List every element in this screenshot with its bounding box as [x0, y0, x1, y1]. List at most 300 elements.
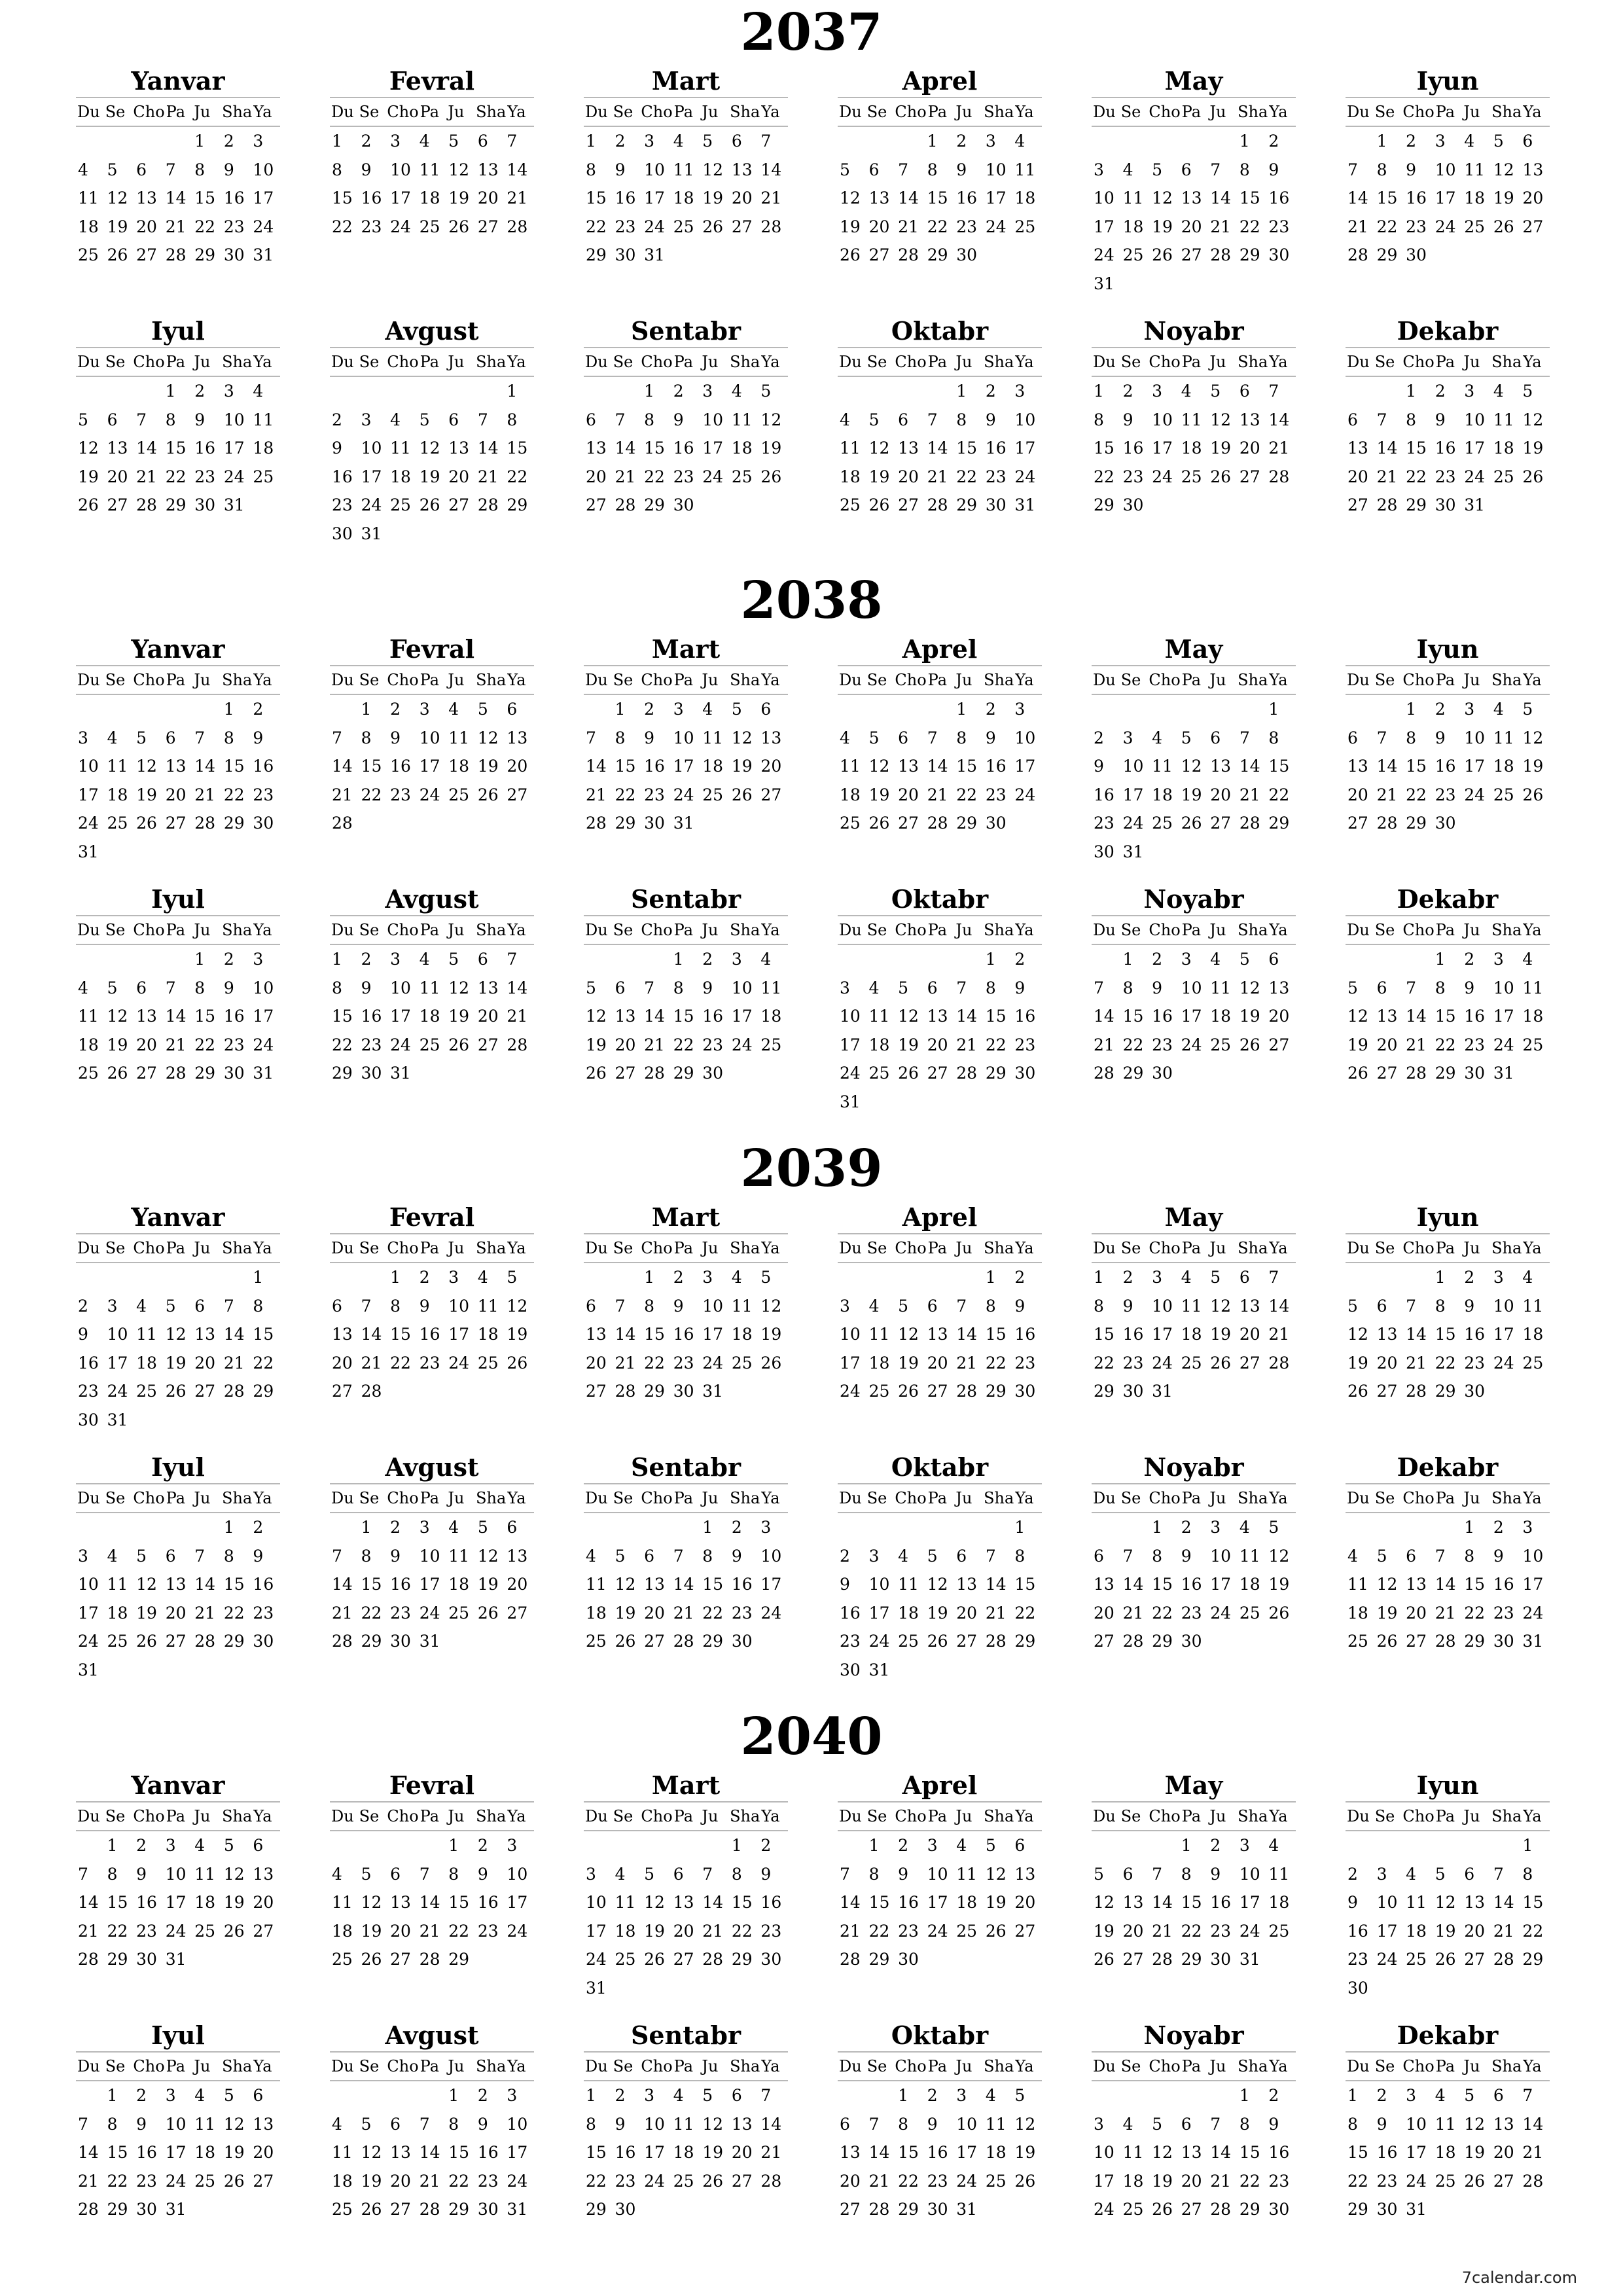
weekday-label: Sha: [1491, 921, 1522, 939]
empty-day-cell: [896, 695, 925, 724]
day-cell: 28: [898, 245, 919, 264]
day-cell: 11: [840, 757, 861, 776]
year-title: 2040: [740, 1707, 883, 1767]
day-cell: 12: [448, 978, 470, 997]
day-cell: 1: [1376, 132, 1387, 151]
day-cell: 7: [898, 160, 909, 179]
day-cell: 24: [1094, 2200, 1115, 2219]
day-cell: 21: [194, 785, 216, 804]
weekday-header-row: [584, 666, 788, 695]
day-cell: 31: [644, 245, 665, 264]
day-cell: 19: [361, 1921, 382, 1941]
weekday-label: Cho: [1149, 921, 1181, 939]
day-cell: 6: [1181, 2114, 1192, 2134]
day-cell: 15: [361, 757, 382, 776]
weekday-label: Sha: [730, 1239, 760, 1257]
day-cell: 24: [1239, 1921, 1260, 1941]
weekday-label: Sha: [984, 1807, 1014, 1825]
day-cell: 26: [760, 467, 782, 486]
day-cell: 20: [1464, 1921, 1486, 1941]
day-cell: 2: [1435, 382, 1446, 401]
weekday-label: Ju: [448, 353, 465, 371]
day-cell: 3: [702, 1268, 713, 1287]
weekday-label: Se: [359, 921, 380, 939]
weekday-label: Ya: [1523, 2057, 1542, 2075]
day-cell: 1: [1152, 1518, 1163, 1537]
weekday-label: Sha: [222, 1239, 253, 1257]
month-calendar: [1092, 1770, 1296, 1974]
empty-day-cell: [76, 695, 105, 724]
day-cell: 19: [448, 188, 470, 207]
day-cell: 6: [477, 132, 488, 151]
weekday-label: Du: [839, 921, 862, 939]
day-cell: 21: [1522, 2143, 1544, 2162]
day-cell: 17: [586, 1921, 607, 1941]
day-cell: 25: [868, 1064, 890, 1083]
day-cell: 29: [927, 245, 948, 264]
day-cell: 14: [840, 1893, 861, 1912]
weekday-label: Sha: [1238, 353, 1268, 371]
empty-day-cell: [476, 377, 505, 406]
day-cell: 1: [1239, 2086, 1250, 2105]
weekday-label: Se: [105, 1807, 126, 1825]
day-cell: 13: [956, 1575, 978, 1594]
day-cell: 11: [477, 1296, 499, 1316]
day-cell: 14: [985, 1575, 1007, 1594]
day-cell: 2: [332, 410, 342, 429]
weekday-label: Ya: [761, 353, 780, 371]
month-calendar: [330, 884, 534, 1088]
day-cell: 13: [477, 978, 499, 997]
day-cell: 11: [615, 1893, 636, 1912]
day-cell: 6: [253, 1836, 264, 1855]
day-cell: 19: [1522, 757, 1544, 776]
day-cell: 27: [253, 2171, 274, 2191]
day-cell: 18: [673, 2143, 694, 2162]
day-cell: 14: [956, 1007, 978, 1026]
day-cell: 21: [615, 467, 636, 486]
day-cell: 29: [985, 1382, 1007, 1401]
day-cell: 6: [898, 728, 909, 747]
day-grid: [330, 945, 534, 1088]
day-cell: 7: [1152, 1864, 1163, 1884]
weekday-label: Sha: [984, 671, 1014, 689]
month-name: Dekabr: [1346, 315, 1550, 348]
day-cell: 4: [731, 382, 742, 401]
weekday-header-row: [1092, 666, 1296, 695]
weekday-label: Du: [77, 671, 100, 689]
day-cell: 20: [136, 217, 157, 236]
day-cell: 15: [1014, 1575, 1036, 1594]
weekday-header-row: [838, 1803, 1042, 1831]
day-cell: 12: [448, 160, 470, 179]
day-cell: 3: [78, 1546, 88, 1566]
weekday-header-row: [1092, 916, 1296, 945]
day-cell: 7: [78, 1864, 88, 1884]
day-cell: 13: [673, 1893, 694, 1912]
day-cell: 4: [1347, 1546, 1358, 1566]
month-name: Iyul: [76, 2020, 280, 2053]
weekday-label: Sha: [1491, 671, 1522, 689]
weekday-label: Ya: [1269, 921, 1288, 939]
day-grid: [76, 127, 280, 270]
day-cell: 28: [673, 1632, 694, 1651]
weekday-label: Du: [839, 353, 862, 371]
day-cell: 3: [644, 132, 655, 151]
weekday-label: Pa: [673, 1807, 694, 1825]
day-cell: 30: [985, 495, 1007, 514]
day-cell: 5: [361, 1864, 372, 1884]
day-cell: 17: [1210, 1575, 1232, 1594]
day-cell: 25: [702, 785, 724, 804]
day-cell: 14: [1268, 1296, 1290, 1316]
day-cell: 12: [731, 728, 753, 747]
day-cell: 8: [1181, 1864, 1192, 1884]
day-cell: 1: [107, 2086, 118, 2105]
day-cell: 8: [956, 728, 967, 747]
day-cell: 11: [956, 1864, 978, 1884]
day-cell: 30: [1435, 495, 1456, 514]
weekday-label: Sha: [222, 353, 253, 371]
day-cell: 10: [1094, 2143, 1115, 2162]
day-cell: 23: [615, 217, 636, 236]
weekday-label: Se: [1374, 671, 1395, 689]
day-cell: 19: [615, 1603, 636, 1623]
weekday-label: Cho: [641, 1239, 673, 1257]
weekday-label: Ya: [253, 1489, 272, 1507]
day-cell: 21: [985, 1603, 1007, 1623]
day-cell: 27: [1493, 2171, 1514, 2191]
month-calendar: [1346, 884, 1550, 1088]
day-cell: 16: [332, 467, 353, 486]
weekday-label: Ya: [507, 1807, 526, 1825]
day-cell: 25: [253, 467, 274, 486]
weekday-header-row: [1346, 1484, 1550, 1513]
day-grid: [838, 127, 1042, 270]
day-cell: 30: [1406, 245, 1427, 264]
day-cell: 29: [1094, 1382, 1115, 1401]
month-name: Dekabr: [1346, 1452, 1550, 1484]
day-cell: 13: [927, 1325, 948, 1344]
weekday-label: Ya: [761, 2057, 780, 2075]
day-cell: 29: [1152, 1632, 1173, 1651]
day-cell: 17: [1406, 2143, 1427, 2162]
day-cell: 24: [731, 1035, 753, 1054]
day-cell: 25: [1122, 245, 1144, 264]
day-cell: 2: [223, 950, 234, 969]
day-cell: 11: [194, 1864, 216, 1884]
day-cell: 13: [615, 1007, 636, 1026]
day-cell: 21: [507, 1007, 528, 1026]
day-cell: 30: [1210, 1950, 1232, 1969]
weekday-label: Cho: [895, 2057, 927, 2075]
day-cell: 8: [1376, 160, 1387, 179]
day-cell: 29: [361, 1632, 382, 1651]
day-cell: 30: [1122, 495, 1144, 514]
weekday-header-row: [1092, 1803, 1296, 1831]
day-cell: 17: [78, 785, 99, 804]
day-cell: 14: [673, 1575, 694, 1594]
day-cell: 11: [136, 1325, 157, 1344]
day-cell: 11: [1268, 1864, 1290, 1884]
day-cell: 8: [223, 728, 234, 747]
empty-day-cell: [1179, 127, 1209, 156]
day-cell: 26: [1464, 2171, 1486, 2191]
day-cell: 17: [507, 1893, 528, 1912]
day-cell: 3: [1014, 700, 1026, 719]
day-cell: 8: [448, 1864, 459, 1884]
day-cell: 27: [1210, 814, 1232, 833]
weekday-label: Se: [1374, 103, 1395, 121]
day-cell: 20: [1239, 439, 1260, 457]
day-cell: 10: [1152, 410, 1173, 429]
day-cell: 15: [586, 188, 607, 207]
day-cell: 6: [253, 2086, 264, 2105]
day-cell: 16: [1014, 1325, 1036, 1344]
weekday-header-row: [76, 1484, 280, 1513]
day-cell: 6: [1406, 1546, 1417, 1566]
day-cell: 12: [1210, 410, 1232, 429]
empty-day-cell: [954, 945, 984, 974]
day-cell: 11: [448, 1546, 470, 1566]
day-cell: 6: [390, 2114, 401, 2134]
day-cell: 12: [223, 1864, 245, 1884]
day-cell: 27: [136, 245, 157, 264]
day-cell: 5: [477, 1518, 488, 1537]
day-cell: 6: [107, 410, 118, 429]
empty-day-cell: [388, 1831, 418, 1860]
day-cell: 12: [1376, 1575, 1398, 1594]
weekday-label: Du: [1347, 2057, 1370, 2075]
day-cell: 3: [840, 1296, 850, 1316]
weekday-label: Pa: [166, 671, 186, 689]
day-cell: 23: [361, 1035, 382, 1054]
day-cell: 4: [194, 2086, 205, 2105]
day-cell: 10: [78, 757, 99, 776]
day-cell: 18: [1239, 1575, 1260, 1594]
empty-day-cell: [1404, 1263, 1433, 1292]
day-cell: 24: [1014, 785, 1036, 804]
day-cell: 27: [332, 1382, 353, 1401]
day-cell: 21: [702, 1921, 724, 1941]
day-cell: 22: [361, 1603, 382, 1623]
day-cell: 20: [477, 188, 499, 207]
day-cell: 15: [1122, 1007, 1144, 1026]
day-cell: 6: [1239, 382, 1250, 401]
weekday-label: Du: [585, 1489, 608, 1507]
day-cell: 13: [136, 188, 157, 207]
weekday-label: Pa: [927, 671, 948, 689]
month-name: Sentabr: [584, 1452, 788, 1484]
day-cell: 20: [507, 1575, 528, 1594]
day-cell: 21: [1094, 1035, 1115, 1054]
day-cell: 10: [868, 1575, 890, 1594]
day-cell: 20: [1094, 1603, 1115, 1623]
day-cell: 23: [1014, 1035, 1036, 1054]
day-cell: 8: [898, 2114, 909, 2134]
day-cell: 8: [332, 978, 342, 997]
day-cell: 22: [194, 1035, 216, 1054]
day-cell: 30: [223, 245, 245, 264]
day-cell: 28: [644, 1064, 665, 1083]
day-cell: 30: [1094, 842, 1115, 861]
empty-day-cell: [105, 695, 135, 724]
weekday-header-row: [584, 98, 788, 127]
day-cell: 22: [1094, 1353, 1115, 1372]
day-cell: 10: [644, 2114, 665, 2134]
year-title: 2038: [740, 571, 883, 630]
day-cell: 17: [1014, 439, 1036, 457]
day-cell: 16: [136, 1893, 157, 1912]
weekday-label: Cho: [387, 1239, 419, 1257]
day-cell: 18: [1122, 217, 1144, 236]
weekday-header-row: [76, 666, 280, 695]
month-calendar: [330, 1770, 534, 1974]
day-cell: 3: [361, 410, 372, 429]
day-grid: [330, 695, 534, 838]
day-cell: 27: [644, 1632, 665, 1651]
day-cell: 22: [927, 217, 948, 236]
day-cell: 5: [223, 2086, 234, 2105]
empty-day-cell: [1179, 695, 1209, 724]
month-name: Oktabr: [838, 1452, 1042, 1484]
day-cell: 2: [253, 1518, 264, 1537]
day-cell: 1: [702, 1518, 713, 1537]
day-cell: 16: [644, 757, 665, 776]
day-cell: 7: [702, 1864, 713, 1884]
day-grid: [838, 1831, 1042, 1974]
day-cell: 21: [1210, 2171, 1232, 2191]
day-cell: 6: [194, 1296, 205, 1316]
day-cell: 13: [898, 439, 919, 457]
day-cell: 6: [1376, 1296, 1387, 1316]
weekday-label: Se: [1374, 2057, 1395, 2075]
day-cell: 5: [1014, 2086, 1026, 2105]
day-cell: 20: [1268, 1007, 1290, 1026]
weekday-header-row: [584, 1484, 788, 1513]
empty-day-cell: [164, 945, 193, 974]
day-cell: 27: [898, 814, 919, 833]
weekday-label: Ju: [1463, 103, 1480, 121]
day-cell: 15: [194, 188, 216, 207]
day-grid: [584, 1263, 788, 1406]
day-cell: 23: [985, 467, 1007, 486]
day-cell: 15: [644, 1325, 665, 1344]
day-cell: 10: [927, 1864, 948, 1884]
weekday-label: Ya: [1015, 1807, 1034, 1825]
day-cell: 11: [1181, 410, 1202, 429]
day-cell: 5: [361, 2114, 372, 2134]
day-cell: 20: [1122, 1921, 1144, 1941]
empty-day-cell: [1346, 695, 1375, 724]
day-cell: 25: [107, 1632, 128, 1651]
weekday-label: Cho: [387, 1807, 419, 1825]
weekday-label: Sha: [984, 1239, 1014, 1257]
empty-day-cell: [613, 1263, 643, 1292]
month-calendar: [584, 2020, 788, 2224]
weekday-label: Se: [866, 1489, 887, 1507]
day-cell: 31: [1406, 2200, 1427, 2219]
day-cell: 3: [985, 132, 996, 151]
day-cell: 24: [448, 1353, 470, 1372]
weekday-label: Sha: [1238, 1239, 1268, 1257]
weekday-header-row: [1092, 1234, 1296, 1263]
empty-day-cell: [330, 1263, 359, 1292]
weekday-label: Ju: [702, 103, 719, 121]
empty-day-cell: [1462, 1831, 1491, 1860]
day-cell: 24: [1210, 1603, 1232, 1623]
empty-day-cell: [867, 945, 897, 974]
day-cell: 17: [1094, 217, 1115, 236]
empty-day-cell: [1121, 1513, 1150, 1542]
month-name: May: [1092, 634, 1296, 666]
day-cell: 25: [390, 495, 411, 514]
day-cell: 5: [419, 410, 430, 429]
empty-day-cell: [838, 377, 867, 406]
day-cell: 23: [253, 785, 274, 804]
day-cell: 2: [477, 2086, 488, 2105]
day-cell: 21: [419, 2171, 440, 2191]
day-cell: 25: [332, 1950, 353, 1969]
weekday-label: Se: [1374, 1489, 1395, 1507]
day-cell: 5: [1347, 978, 1358, 997]
weekday-label: Cho: [1149, 2057, 1181, 2075]
day-cell: 5: [1152, 2114, 1163, 2134]
day-cell: 19: [985, 1893, 1007, 1912]
day-cell: 26: [223, 1921, 245, 1941]
day-cell: 19: [760, 1325, 782, 1344]
day-cell: 7: [419, 1864, 430, 1884]
day-cell: 1: [1181, 1836, 1192, 1855]
day-cell: 3: [1181, 950, 1192, 969]
empty-day-cell: [1346, 1513, 1375, 1542]
day-cell: 2: [1464, 950, 1475, 969]
day-cell: 2: [1122, 1268, 1133, 1287]
day-cell: 13: [840, 2143, 861, 2162]
day-grid: [584, 945, 788, 1088]
empty-day-cell: [1208, 695, 1238, 724]
day-cell: 4: [1522, 1268, 1533, 1287]
day-cell: 8: [927, 160, 938, 179]
day-cell: 7: [1239, 728, 1250, 747]
day-cell: 12: [1014, 2114, 1036, 2134]
weekday-label: Pa: [1435, 103, 1455, 121]
empty-day-cell: [134, 945, 164, 974]
empty-day-cell: [1092, 1831, 1121, 1860]
day-cell: 17: [1122, 785, 1144, 804]
day-cell: 10: [673, 728, 694, 747]
month-calendar: [838, 1452, 1042, 1684]
empty-day-cell: [1208, 127, 1238, 156]
weekday-label: Du: [1347, 353, 1370, 371]
day-cell: 21: [194, 1603, 216, 1623]
day-cell: 16: [1210, 1893, 1232, 1912]
month-calendar: [1092, 65, 1296, 298]
empty-day-cell: [1092, 945, 1121, 974]
day-cell: 24: [760, 1603, 782, 1623]
day-cell: 4: [332, 1864, 342, 1884]
day-cell: 21: [927, 467, 948, 486]
day-cell: 15: [1406, 757, 1427, 776]
day-cell: 25: [194, 2171, 216, 2191]
day-cell: 22: [615, 785, 636, 804]
day-grid: [1092, 127, 1296, 298]
day-cell: 21: [1152, 1921, 1173, 1941]
day-cell: 14: [927, 757, 948, 776]
day-cell: 10: [1493, 1296, 1514, 1316]
day-cell: 23: [1268, 2171, 1290, 2191]
day-cell: 4: [1522, 950, 1533, 969]
